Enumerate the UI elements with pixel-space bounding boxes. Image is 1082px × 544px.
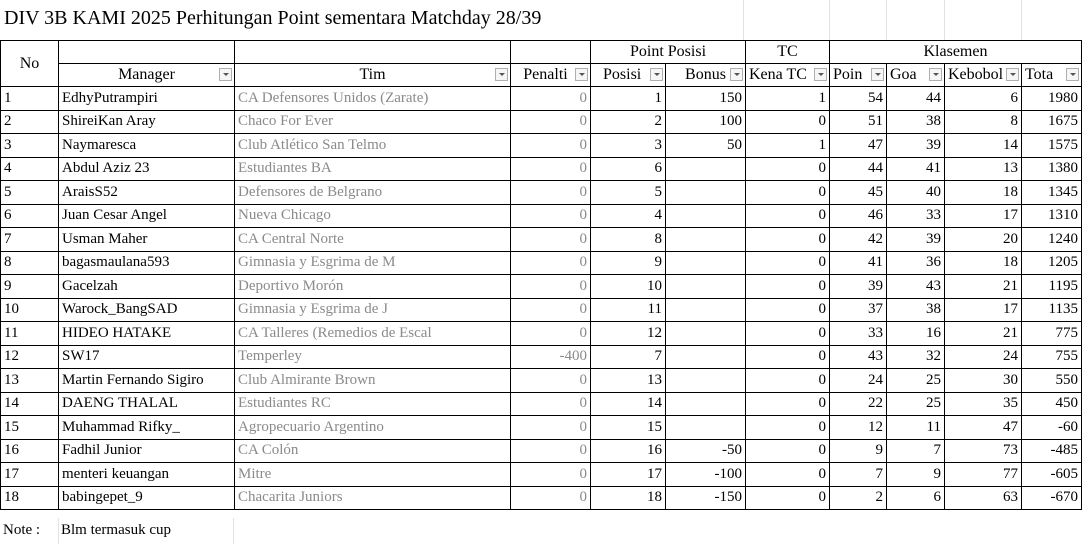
cell-no[interactable]: 14 [1,392,59,416]
cell-goal[interactable]: 36 [887,251,945,275]
cell-point[interactable]: 2 [830,486,887,510]
cell-point[interactable]: 39 [830,275,887,299]
cell-tim[interactable]: Gimnasia y Esgrima de J [235,298,511,322]
cell-kebobolan[interactable]: 6 [945,87,1022,111]
cell-manager[interactable]: AraisS52 [59,181,235,205]
cell-penalti[interactable]: -400 [511,345,591,369]
cell-kena-tc[interactable]: 0 [746,369,830,393]
cell-point[interactable]: 44 [830,157,887,181]
klasemen-group-header: Klasemen [830,41,1082,64]
cell-kebobolan[interactable]: 30 [945,369,1022,393]
cell-total[interactable]: -605 [1022,463,1082,487]
table-row [1,134,1082,158]
cell-goal[interactable]: 7 [887,439,945,463]
cell-tim[interactable]: Chacarita Juniors [235,486,511,510]
cell-goal[interactable]: 38 [887,110,945,134]
cell-goal[interactable]: 39 [887,228,945,252]
cell-tim[interactable]: Club Atlético San Telmo [235,134,511,158]
cell-manager[interactable]: menteri keuangan [59,463,235,487]
filter-dropdown-icon[interactable] [1006,68,1019,81]
cell-no[interactable]: 3 [1,134,59,158]
note-text: Blm termasuk cup [61,522,171,538]
cell-total[interactable]: 755 [1022,345,1082,369]
cell-kebobolan[interactable]: 21 [945,275,1022,299]
cell-penalti[interactable]: 0 [511,134,591,158]
filter-dropdown-icon[interactable] [929,68,942,81]
cell-posisi[interactable]: 11 [591,298,666,322]
cell-kena-tc[interactable]: 0 [746,251,830,275]
no-header-label: No [19,54,40,72]
cell-total[interactable]: 1310 [1022,204,1082,228]
cell-kena-tc[interactable]: 0 [746,275,830,299]
cell-kebobolan[interactable]: 18 [945,251,1022,275]
cell-penalti[interactable]: 0 [511,157,591,181]
cell-manager[interactable]: EdhyPutrampiri [59,87,235,111]
no-header[interactable] [1,41,59,87]
cell-point[interactable]: 41 [830,251,887,275]
cell-posisi[interactable]: 17 [591,463,666,487]
cell-tim[interactable]: Temperley [235,345,511,369]
cell-kebobolan[interactable]: 13 [945,157,1022,181]
cell-goal[interactable]: 11 [887,416,945,440]
cell-kebobolan[interactable]: 18 [945,181,1022,205]
cell-manager[interactable]: Martin Fernando Sigiro [59,369,235,393]
cell-goal[interactable]: 39 [887,134,945,158]
gridline [886,0,887,40]
cell-kena-tc[interactable]: 0 [746,345,830,369]
cell-no[interactable]: 10 [1,298,59,322]
bonus-header[interactable] [666,64,746,87]
cell-penalti[interactable]: 0 [511,298,591,322]
sheet-title: DIV 3B KAMI 2025 Perhitungan Point sementara Matchday 28/39 [4,7,542,29]
cell-penalti[interactable]: 0 [511,228,591,252]
cell-kena-tc[interactable]: 0 [746,439,830,463]
cell-manager[interactable]: Usman Maher [59,228,235,252]
cell-penalti[interactable]: 0 [511,110,591,134]
cell-penalti[interactable]: 0 [511,204,591,228]
cell-no[interactable]: 13 [1,369,59,393]
gridline [743,0,744,40]
cell-kebobolan[interactable]: 73 [945,439,1022,463]
cell-tim[interactable]: Estudiantes BA [235,157,511,181]
cell-posisi[interactable]: 8 [591,228,666,252]
table-row [1,298,1082,322]
posisi-header-label: Posisi [603,66,642,83]
manager-header[interactable] [59,64,235,87]
cell-point[interactable]: 42 [830,228,887,252]
cell-bonus[interactable]: 100 [666,110,746,134]
cell-bonus[interactable] [666,298,746,322]
cell-tim[interactable]: CA Defensores Unidos (Zarate) [235,87,511,111]
cell-bonus[interactable] [666,369,746,393]
cell-kena-tc[interactable]: 0 [746,486,830,510]
cell-point[interactable]: 7 [830,463,887,487]
cell-manager[interactable]: ShireiKan Aray [59,110,235,134]
cell-total[interactable]: 1135 [1022,298,1082,322]
cell-goal[interactable]: 38 [887,298,945,322]
gridline [58,518,59,544]
cell-bonus[interactable]: -100 [666,463,746,487]
cell-kebobolan[interactable]: 20 [945,228,1022,252]
cell-goal[interactable]: 9 [887,463,945,487]
gridline [944,0,945,40]
cell-tim[interactable]: Estudiantes RC [235,392,511,416]
cell-kena-tc[interactable]: 1 [746,134,830,158]
cell-posisi[interactable]: 16 [591,439,666,463]
cell-total[interactable]: 1380 [1022,157,1082,181]
cell-no[interactable]: 16 [1,439,59,463]
goal-header-label: Goa [890,66,917,83]
filter-dropdown-icon[interactable] [730,68,743,81]
cell-no[interactable]: 9 [1,275,59,299]
cell-bonus[interactable] [666,416,746,440]
table-row [1,204,1082,228]
cell-posisi[interactable]: 4 [591,204,666,228]
cell-penalti[interactable]: 0 [511,87,591,111]
cell-total[interactable]: -60 [1022,416,1082,440]
cell-manager[interactable]: DAENG THALAL [59,392,235,416]
cell-point[interactable]: 33 [830,322,887,346]
cell-posisi[interactable]: 13 [591,369,666,393]
filter-dropdown-icon[interactable] [871,68,884,81]
gridline [829,0,830,40]
tim-header[interactable] [235,64,511,87]
cell-total[interactable]: 1575 [1022,134,1082,158]
cell-goal[interactable]: 25 [887,369,945,393]
tim-header-label: Tim [359,66,386,83]
kebobolan-header[interactable] [945,64,1022,87]
table-row [1,322,1082,346]
gridline [233,518,234,544]
cell-manager[interactable]: bagasmaulana593 [59,251,235,275]
cell-point[interactable]: 45 [830,181,887,205]
cell-tim[interactable]: CA Colón [235,439,511,463]
cell-manager[interactable]: babingepet_9 [59,486,235,510]
point-posisi-group-header: Point Posisi [591,41,746,64]
cell-posisi[interactable]: 14 [591,392,666,416]
cell-total[interactable]: 1195 [1022,275,1082,299]
cell-no[interactable]: 2 [1,110,59,134]
cell-tim[interactable]: Nueva Chicago [235,204,511,228]
cell-total[interactable]: -670 [1022,486,1082,510]
cell-point[interactable]: 12 [830,416,887,440]
cell-tim[interactable]: CA Talleres (Remedios de Escal [235,322,511,346]
cell-point[interactable]: 37 [830,298,887,322]
cell-kena-tc[interactable]: 0 [746,228,830,252]
cell-tim[interactable]: Mitre [235,463,511,487]
table-row [1,369,1082,393]
cell-no[interactable]: 18 [1,486,59,510]
cell-kebobolan[interactable]: 35 [945,392,1022,416]
table-row [1,416,1082,440]
cell-kena-tc[interactable]: 0 [746,110,830,134]
cell-goal[interactable]: 32 [887,345,945,369]
cell-bonus[interactable]: 150 [666,87,746,111]
table-row [1,439,1082,463]
cell-point[interactable]: 51 [830,110,887,134]
cell-posisi[interactable]: 10 [591,275,666,299]
kena-tc-header[interactable] [746,64,830,87]
cell-no[interactable]: 12 [1,345,59,369]
cell-penalti[interactable]: 0 [511,322,591,346]
table-row [1,463,1082,487]
cell-kena-tc[interactable]: 0 [746,322,830,346]
filter-dropdown-icon[interactable] [575,68,588,81]
cell-penalti[interactable]: 0 [511,181,591,205]
cell-point[interactable]: 24 [830,369,887,393]
cell-kebobolan[interactable]: 24 [945,345,1022,369]
cell-goal[interactable]: 44 [887,87,945,111]
table-row [1,392,1082,416]
table-row [1,275,1082,299]
penalti-header-label: Penalti [523,66,568,83]
cell-manager[interactable]: HIDEO HATAKE [59,322,235,346]
cell-kena-tc[interactable]: 0 [746,392,830,416]
cell-tim[interactable]: Agropecuario Argentino [235,416,511,440]
cell-bonus[interactable] [666,275,746,299]
cell-bonus[interactable]: -50 [666,439,746,463]
cell-total[interactable]: 775 [1022,322,1082,346]
standings-table [0,40,1082,510]
cell-kebobolan[interactable]: 77 [945,463,1022,487]
cell-kebobolan[interactable]: 21 [945,322,1022,346]
cell-kebobolan[interactable]: 47 [945,416,1022,440]
total-header[interactable] [1022,64,1082,87]
cell-bonus[interactable] [666,157,746,181]
cell-goal[interactable]: 33 [887,204,945,228]
cell-kena-tc[interactable]: 0 [746,416,830,440]
cell-total[interactable]: 1345 [1022,181,1082,205]
bonus-header-label: Bonus [685,66,726,83]
cell-point[interactable]: 46 [830,204,887,228]
point-header[interactable] [830,64,887,87]
blank-group-cell [59,41,235,64]
cell-posisi[interactable]: 6 [591,157,666,181]
cell-penalti[interactable]: 0 [511,275,591,299]
cell-bonus[interactable] [666,204,746,228]
cell-posisi[interactable]: 7 [591,345,666,369]
cell-goal[interactable]: 41 [887,157,945,181]
cell-manager[interactable]: SW17 [59,345,235,369]
cell-kena-tc[interactable]: 0 [746,463,830,487]
sort-dropdown-icon[interactable] [1066,68,1079,81]
cell-manager[interactable]: Muhammad Rifky_ [59,416,235,440]
cell-posisi[interactable]: 1 [591,87,666,111]
cell-posisi[interactable]: 12 [591,322,666,346]
cell-goal[interactable]: 16 [887,322,945,346]
manager-header-label: Manager [118,66,175,83]
posisi-header[interactable] [591,64,666,87]
cell-bonus[interactable] [666,322,746,346]
cell-penalti[interactable]: 0 [511,439,591,463]
cell-penalti[interactable]: 0 [511,486,591,510]
cell-goal[interactable]: 6 [887,486,945,510]
cell-kebobolan[interactable]: 8 [945,110,1022,134]
cell-no[interactable]: 7 [1,228,59,252]
cell-point[interactable]: 43 [830,345,887,369]
cell-bonus[interactable] [666,251,746,275]
cell-tim[interactable]: Club Almirante Brown [235,369,511,393]
table-row [1,157,1082,181]
cell-kebobolan[interactable]: 17 [945,298,1022,322]
cell-manager[interactable]: Warock_BangSAD [59,298,235,322]
cell-penalti[interactable]: 0 [511,251,591,275]
cell-manager[interactable]: Fadhil Junior [59,439,235,463]
cell-no[interactable]: 15 [1,416,59,440]
cell-kebobolan[interactable]: 17 [945,204,1022,228]
cell-kebobolan[interactable]: 63 [945,486,1022,510]
cell-penalti[interactable]: 0 [511,416,591,440]
cell-manager[interactable]: Abdul Aziz 23 [59,157,235,181]
note-label: Note : [3,522,41,538]
cell-manager[interactable]: Gacelzah [59,275,235,299]
cell-tim[interactable]: Chaco For Ever [235,110,511,134]
cell-point[interactable]: 22 [830,392,887,416]
table-body [1,87,1082,510]
cell-kena-tc[interactable]: 1 [746,87,830,111]
table-row [1,228,1082,252]
cell-kena-tc[interactable]: 0 [746,298,830,322]
cell-kena-tc[interactable]: 0 [746,157,830,181]
cell-total[interactable]: 1205 [1022,251,1082,275]
cell-no[interactable]: 4 [1,157,59,181]
cell-kena-tc[interactable]: 0 [746,181,830,205]
cell-bonus[interactable]: 50 [666,134,746,158]
cell-tim[interactable]: Deportivo Morón [235,275,511,299]
cell-point[interactable]: 47 [830,134,887,158]
kebobolan-header-label: Kebobol [948,66,1004,83]
blank-group-cell [235,41,511,64]
kena-tc-header-label: Kena TC [749,66,807,83]
cell-posisi[interactable]: 9 [591,251,666,275]
cell-tim[interactable]: Gimnasia y Esgrima de M [235,251,511,275]
cell-total[interactable]: 1980 [1022,87,1082,111]
penalti-header[interactable] [511,64,591,87]
cell-tim[interactable]: Defensores de Belgrano [235,181,511,205]
gridline [1021,0,1022,40]
cell-no[interactable]: 8 [1,251,59,275]
cell-posisi[interactable]: 3 [591,134,666,158]
cell-no[interactable]: 5 [1,181,59,205]
filter-dropdown-icon[interactable] [495,68,508,81]
cell-bonus[interactable]: -150 [666,486,746,510]
cell-total[interactable]: 1675 [1022,110,1082,134]
filter-dropdown-icon[interactable] [650,68,663,81]
cell-total[interactable]: 550 [1022,369,1082,393]
cell-kena-tc[interactable]: 0 [746,204,830,228]
cell-goal[interactable]: 43 [887,275,945,299]
cell-manager[interactable]: Naymaresca [59,134,235,158]
blank-group-cell [511,41,591,64]
total-header-label: Tota [1025,66,1054,83]
point-header-label: Poin [833,66,863,83]
cell-bonus[interactable] [666,345,746,369]
cell-bonus[interactable] [666,228,746,252]
table-row [1,345,1082,369]
cell-bonus[interactable] [666,181,746,205]
goal-header[interactable] [887,64,945,87]
cell-bonus[interactable] [666,392,746,416]
table-row [1,486,1082,510]
cell-posisi[interactable]: 5 [591,181,666,205]
cell-goal[interactable]: 40 [887,181,945,205]
cell-no[interactable]: 11 [1,322,59,346]
table-row [1,110,1082,134]
cell-penalti[interactable]: 0 [511,369,591,393]
cell-total[interactable]: 450 [1022,392,1082,416]
cell-no[interactable]: 17 [1,463,59,487]
filter-dropdown-icon[interactable] [814,68,827,81]
cell-kebobolan[interactable]: 14 [945,134,1022,158]
cell-point[interactable]: 54 [830,87,887,111]
cell-tim[interactable]: CA Central Norte [235,228,511,252]
table-row [1,87,1082,111]
cell-posisi[interactable]: 15 [591,416,666,440]
tc-group-header: TC [746,41,830,64]
cell-posisi[interactable]: 2 [591,110,666,134]
cell-manager[interactable]: Juan Cesar Angel [59,204,235,228]
filter-dropdown-icon[interactable] [219,68,232,81]
table-row [1,251,1082,275]
cell-goal[interactable]: 25 [887,392,945,416]
cell-total[interactable]: -485 [1022,439,1082,463]
cell-penalti[interactable]: 0 [511,463,591,487]
cell-no[interactable]: 6 [1,204,59,228]
table-row [1,181,1082,205]
cell-point[interactable]: 9 [830,439,887,463]
cell-total[interactable]: 1240 [1022,228,1082,252]
cell-penalti[interactable]: 0 [511,392,591,416]
cell-no[interactable]: 1 [1,87,59,111]
cell-posisi[interactable]: 18 [591,486,666,510]
